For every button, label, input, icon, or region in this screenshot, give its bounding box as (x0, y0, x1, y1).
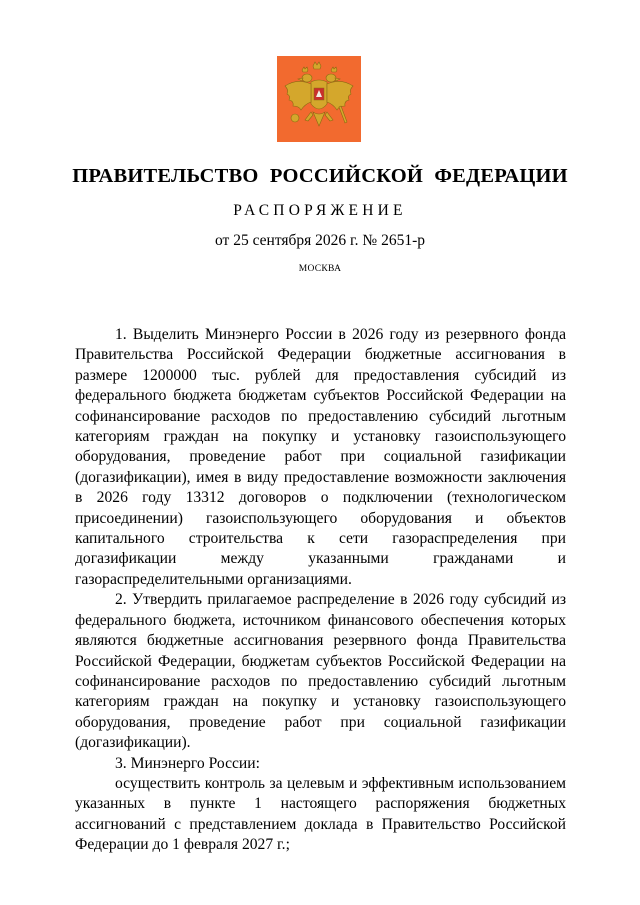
paragraph: 3. Минэнерго России: (115, 754, 260, 772)
paragraph: 1. Выделить Минэнерго России в 2026 году из резервного фонда Правительства Российской Федерации бюджетные ассигнования в размере 1200000 тыс. рублей для предоставления субсидий из федерального бюджета бюджетам субъектов Российской Федерации на софинансирование расходов по предоставлению субсидий льготным категориям граждан на покупку и установку газоиспользующего оборудования, проведение работ при социальной газификации (догазификации), имея в виду предоставление возможности заключения в 2026 году 13312 договоров о подключении (технологическом присоединении) газоиспользующего оборудования и объектов капитального строительства к сети газораспределения при догазификации между указанными гражданами и газораспределительными организациями. (75, 326, 566, 588)
date-and-number: от 25 сентября 2026 г. № 2651-р (215, 232, 425, 249)
paragraph: 2. Утвердить прилагаемое распределение в 2026 году субсидий из федерального бюджета, источником финансового обеспечения которых являются бюджетные ассигнования резервного фонда Правительства Российской Федерации, бюджетам субъектов Российской Федерации на софинансирование расходов по предоставлению субсидий льготным категориям граждан на покупку и установку газоиспользующего оборудования, проведение работ при социальной газификации (догазификации). (75, 591, 566, 752)
document-body (75, 325, 566, 856)
coat-of-arms-icon (277, 56, 361, 142)
issuer-title: ПРАВИТЕЛЬСТВО РОССИЙСКОЙ ФЕДЕРАЦИИ (72, 165, 568, 187)
paragraph: осуществить контроль за целевым и эффективным использованием указанных в пункте 1 настоящего распоряжения бюджетных ассигнований с представлением доклада в Правительство Российской Федерации до 1 февраля 2027 г.; (75, 774, 566, 854)
document-type: РАСПОРЯЖЕНИЕ (233, 202, 407, 219)
city: МОСКВА (298, 264, 342, 274)
